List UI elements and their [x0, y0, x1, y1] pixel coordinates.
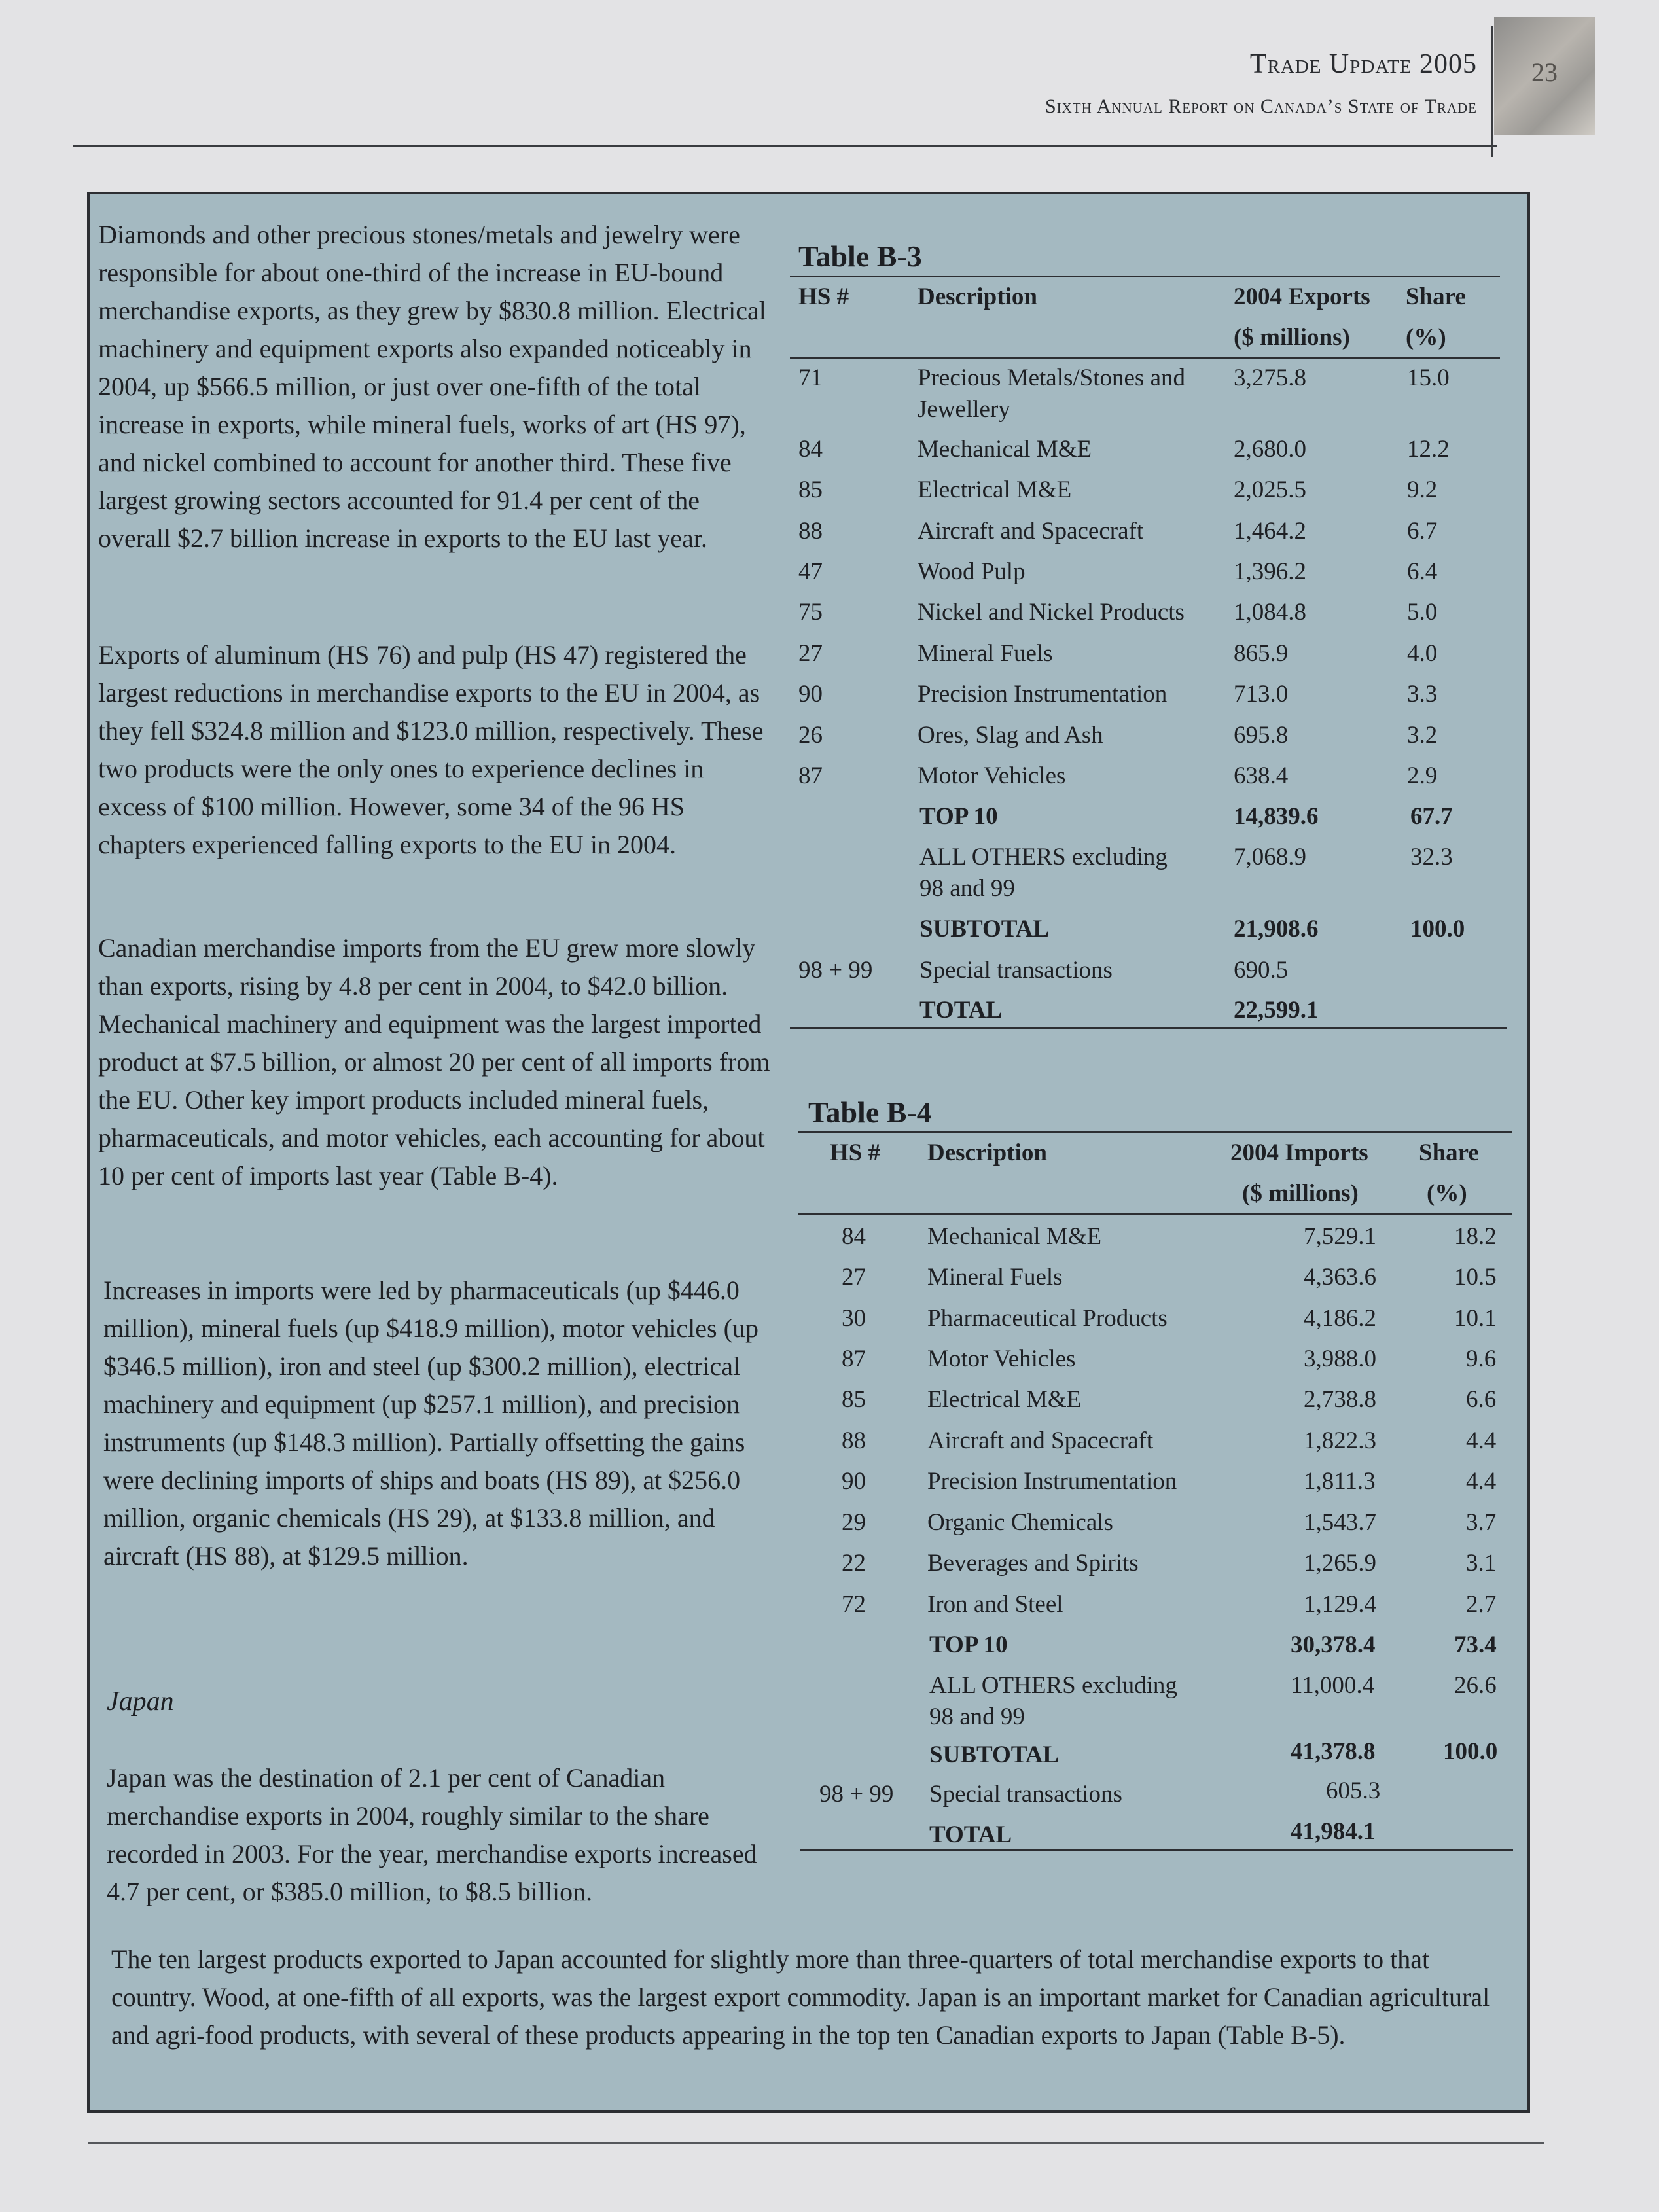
table-row-value: 4,186.2 [1304, 1305, 1376, 1332]
table-row-value: 1,822.3 [1304, 1427, 1376, 1454]
table-row-share: 12.2 [1407, 436, 1450, 463]
table-row-hs: 30 [842, 1305, 866, 1332]
table-b3-top10-share: 67.7 [1410, 803, 1453, 830]
table-row-hs: 22 [842, 1550, 866, 1577]
table-row-share: 3.3 [1407, 681, 1438, 707]
section-heading-japan: Japan [107, 1686, 174, 1717]
table-b3-special-value: 690.5 [1234, 957, 1289, 984]
table-b3-total-value: 22,599.1 [1234, 997, 1319, 1024]
table-b3-others-label: ALL OTHERS excluding [919, 844, 1168, 870]
table-b4-header-value: 2004 Imports [1230, 1139, 1368, 1166]
table-row-share: 6.4 [1407, 558, 1438, 585]
table-b4-subtotal-label: SUBTOTAL [929, 1741, 1060, 1768]
table-row-hs: 27 [798, 640, 823, 667]
table-row-desc: Motor Vehicles [918, 762, 1066, 789]
table-b4-header-share-unit: (%) [1427, 1180, 1467, 1207]
table-row-desc: Mechanical M&E [918, 436, 1092, 463]
table-row-share: 6.6 [1466, 1386, 1497, 1413]
header-vertical-rule [1491, 26, 1493, 157]
table-b4-special-label: Special transactions [929, 1781, 1122, 1808]
table-row-desc: Precious Metals/Stones and [918, 365, 1186, 391]
table-row-desc: Wood Pulp [918, 558, 1026, 585]
table-row-share: 6.7 [1407, 518, 1438, 544]
table-b4-total-label: TOTAL [929, 1821, 1012, 1848]
table-row-share: 9.2 [1407, 476, 1438, 503]
table-b3-header-hs: HS # [798, 283, 849, 310]
table-row-value: 1,265.9 [1304, 1550, 1376, 1577]
table-b3-header-desc: Description [918, 283, 1037, 310]
table-row-hs: 84 [842, 1223, 866, 1250]
table-row-desc: Aircraft and Spacecraft [927, 1427, 1154, 1454]
table-row-desc: Mineral Fuels [918, 640, 1053, 667]
table-b4-top-rule [798, 1131, 1512, 1133]
table-b4-header-value-unit: ($ millions) [1242, 1180, 1359, 1207]
table-row-hs: 29 [842, 1509, 866, 1536]
page-number: 23 [1494, 17, 1595, 135]
table-b4-total-value: 41,984.1 [1291, 1818, 1376, 1845]
table-b4-subtotal-value: 41,378.8 [1291, 1738, 1376, 1765]
table-b4-others-share: 26.6 [1454, 1672, 1497, 1699]
table-row-desc: Beverages and Spirits [927, 1550, 1139, 1577]
table-row-value: 865.9 [1234, 640, 1289, 667]
table-row-share: 15.0 [1407, 365, 1450, 391]
table-b4-subtotal-share: 100.0 [1443, 1738, 1498, 1765]
table-row-desc: Nickel and Nickel Products [918, 599, 1185, 626]
header-rule [73, 145, 1497, 147]
table-b4-others-label: ALL OTHERS excluding [929, 1672, 1177, 1699]
table-row-share: 3.1 [1466, 1550, 1497, 1577]
paragraph-6: The ten largest products exported to Japan accounted for slightly more than three-quarters of total merchandise exports to that country. Wood, at one-fifth of all exports, was the largest export commodity. Japan is an important market for Canadian agricultural and agri-food products, with several of these products appearing in the top ten Canadian exports to Japan (Table B-5). [111, 1944, 1490, 2050]
table-row-value: 1,464.2 [1234, 518, 1306, 544]
table-row-desc: Electrical M&E [927, 1386, 1082, 1413]
table-b4-others-value: 11,000.4 [1291, 1672, 1375, 1699]
table-row-hs: 87 [842, 1346, 866, 1372]
table-row-hs: 88 [798, 518, 823, 544]
table-row-hs: 87 [798, 762, 823, 789]
table-row-hs: 75 [798, 599, 823, 626]
paragraph-3: Canadian merchandise imports from the EU grew more slowly than exports, rising by 4.8 per cent in 2004, to $42.0 billion. Mechanical machinery and equipment was the largest imported product at $7.5 billion, or almost 20 per cent of all imports from the EU. Other key import products included mineral fuels, pharmaceuticals, and motor vehicles, each accounting for about 10 per cent of imports last year (Table B-4). [98, 933, 770, 1190]
table-row-value: 713.0 [1234, 681, 1289, 707]
table-b3-header-value-unit: ($ millions) [1234, 324, 1350, 351]
table-b3-title: Table B-3 [798, 240, 922, 273]
paragraph-5: Japan was the destination of 2.1 per cent of Canadian merchandise exports in 2004, roughly similar to the share recorded in 2003. For the year, merchandise exports increased 4.7 per cent, or $385.0 million, to $8.5 billion. [107, 1763, 757, 1906]
table-row-hs: 85 [798, 476, 823, 503]
report-title: Trade Update 2005 [1249, 49, 1477, 79]
table-b3-special-label: Special transactions [919, 957, 1113, 984]
table-row-value: 638.4 [1234, 762, 1289, 789]
table-b4-others-label-cont: 98 and 99 [929, 1704, 1025, 1730]
table-b3-top-rule [790, 276, 1500, 277]
table-row-share: 10.5 [1454, 1264, 1497, 1291]
table-row-desc: Iron and Steel [927, 1591, 1063, 1618]
table-row-value: 2,680.0 [1234, 436, 1306, 463]
table-row-desc: Precision Instrumentation [918, 681, 1168, 707]
table-b3-top10-label: TOP 10 [919, 803, 998, 830]
table-row-hs: 90 [798, 681, 823, 707]
table-row-desc: Motor Vehicles [927, 1346, 1076, 1372]
table-row-hs: 71 [798, 365, 823, 391]
table-row-value: 3,275.8 [1234, 365, 1306, 391]
table-row-share: 2.7 [1466, 1591, 1497, 1618]
table-row-share: 3.2 [1407, 722, 1438, 749]
table-row-value: 3,988.0 [1304, 1346, 1376, 1372]
table-b3-others-value: 7,068.9 [1234, 844, 1306, 870]
table-b3-header-share: Share [1406, 283, 1466, 310]
table-row-value: 695.8 [1234, 722, 1289, 749]
table-row-share: 4.0 [1407, 640, 1438, 667]
table-row-desc: Aircraft and Spacecraft [918, 518, 1144, 544]
table-b3-top10-value: 14,839.6 [1234, 803, 1319, 830]
table-row-share: 4.4 [1466, 1468, 1497, 1495]
table-b4-header-desc: Description [927, 1139, 1047, 1166]
table-b4-special-hs: 98 + 99 [819, 1781, 894, 1808]
table-row-value: 1,811.3 [1304, 1468, 1376, 1495]
table-row-desc-cont: Jewellery [918, 396, 1010, 423]
table-row-hs: 88 [842, 1427, 866, 1454]
table-row-value: 1,129.4 [1304, 1591, 1376, 1618]
paragraph-4: Increases in imports were led by pharmaceuticals (up $446.0 million), mineral fuels (up $418.9 million), motor vehicles (up $346.5 million), iron and steel (up $300.2 million), electrical machinery and equipment (up $257.1 million), and precision instruments (up $148.3 million). Partially offsetting the gains were declining imports of ships and boats (HS 89), at $256.0 million, organic chemicals (HS 29), at $133.8 million, and aircraft (HS 88), at $129.5 million. [103, 1275, 758, 1571]
table-b3-subtotal-share: 100.0 [1410, 916, 1465, 942]
table-row-value: 7,529.1 [1304, 1223, 1376, 1250]
table-b4-top10-value: 30,378.4 [1291, 1632, 1376, 1658]
report-subtitle: Sixth Annual Report on Canada’s State of Trade [1044, 96, 1477, 117]
table-row-desc: Mineral Fuels [927, 1264, 1063, 1291]
table-row-value: 1,396.2 [1234, 558, 1306, 585]
table-row-share: 4.4 [1466, 1427, 1497, 1454]
table-b4-header-hs: HS # [830, 1139, 881, 1166]
table-b4-header-rule [798, 1213, 1512, 1215]
table-b4-title: Table B-4 [808, 1096, 932, 1129]
table-row-desc: Electrical M&E [918, 476, 1072, 503]
table-b4-special-value: 605.3 [1326, 1777, 1381, 1804]
table-row-hs: 84 [798, 436, 823, 463]
table-b3-subtotal-value: 21,908.6 [1234, 916, 1319, 942]
table-row-desc: Ores, Slag and Ash [918, 722, 1103, 749]
table-row-desc: Pharmaceutical Products [927, 1305, 1168, 1332]
table-b4-bottom-rule [800, 1849, 1513, 1851]
table-row-value: 4,363.6 [1304, 1264, 1376, 1291]
table-b3-others-share: 32.3 [1410, 844, 1453, 870]
table-row-desc: Mechanical M&E [927, 1223, 1102, 1250]
paragraph-1: Diamonds and other precious stones/metals and jewelry were responsible for about one-third of the increase in EU-bound merchandise exports, as they grew by $830.8 million. Electrical machinery and equipment exports also expanded noticeably in 2004, up $566.5 million, or just over one-fifth of the total increase in exports, while mineral fuels, works of art (HS 97), and nickel combined to account for another third. These five largest growing sectors accounted for 91.4 per cent of the overall $2.7 billion increase in exports to the EU last year. [98, 220, 766, 553]
table-row-hs: 72 [842, 1591, 866, 1618]
table-row-share: 3.7 [1466, 1509, 1497, 1536]
table-b4-top10-label: TOP 10 [929, 1632, 1008, 1658]
table-b4-header-share: Share [1419, 1139, 1479, 1166]
table-b3-special-hs: 98 + 99 [798, 957, 873, 984]
table-row-value: 2,738.8 [1304, 1386, 1376, 1413]
table-row-share: 9.6 [1466, 1346, 1497, 1372]
table-row-hs: 26 [798, 722, 823, 749]
table-row-share: 5.0 [1407, 599, 1438, 626]
table-row-hs: 85 [842, 1386, 866, 1413]
table-row-hs: 47 [798, 558, 823, 585]
table-row-value: 2,025.5 [1234, 476, 1306, 503]
table-row-desc: Organic Chemicals [927, 1509, 1113, 1536]
footer-rule [88, 2142, 1544, 2144]
table-b4-top10-share: 73.4 [1454, 1632, 1497, 1658]
table-row-value: 1,084.8 [1234, 599, 1306, 626]
table-row-share: 2.9 [1407, 762, 1438, 789]
table-b3-others-label-cont: 98 and 99 [919, 875, 1015, 902]
paragraph-2: Exports of aluminum (HS 76) and pulp (HS 47) registered the largest reductions in merchandise exports to the EU in 2004, as they fell $324.8 million and $123.0 million, respectively. These two products were the only ones to experience declines in excess of $100 million. However, some 34 of the 96 HS chapters experienced falling exports to the EU in 2004. [98, 640, 764, 859]
table-b3-bottom-rule [790, 1027, 1507, 1029]
table-row-hs: 90 [842, 1468, 866, 1495]
table-b3-total-label: TOTAL [919, 997, 1003, 1024]
table-row-hs: 27 [842, 1264, 866, 1291]
table-b3-subtotal-label: SUBTOTAL [919, 916, 1050, 942]
table-b3-header-share-unit: (%) [1406, 324, 1446, 351]
table-row-share: 10.1 [1454, 1305, 1497, 1332]
table-b3-header-value: 2004 Exports [1234, 283, 1370, 310]
table-row-value: 1,543.7 [1304, 1509, 1376, 1536]
table-row-desc: Precision Instrumentation [927, 1468, 1177, 1495]
table-b3-header-rule [790, 357, 1500, 359]
table-row-share: 18.2 [1454, 1223, 1497, 1250]
